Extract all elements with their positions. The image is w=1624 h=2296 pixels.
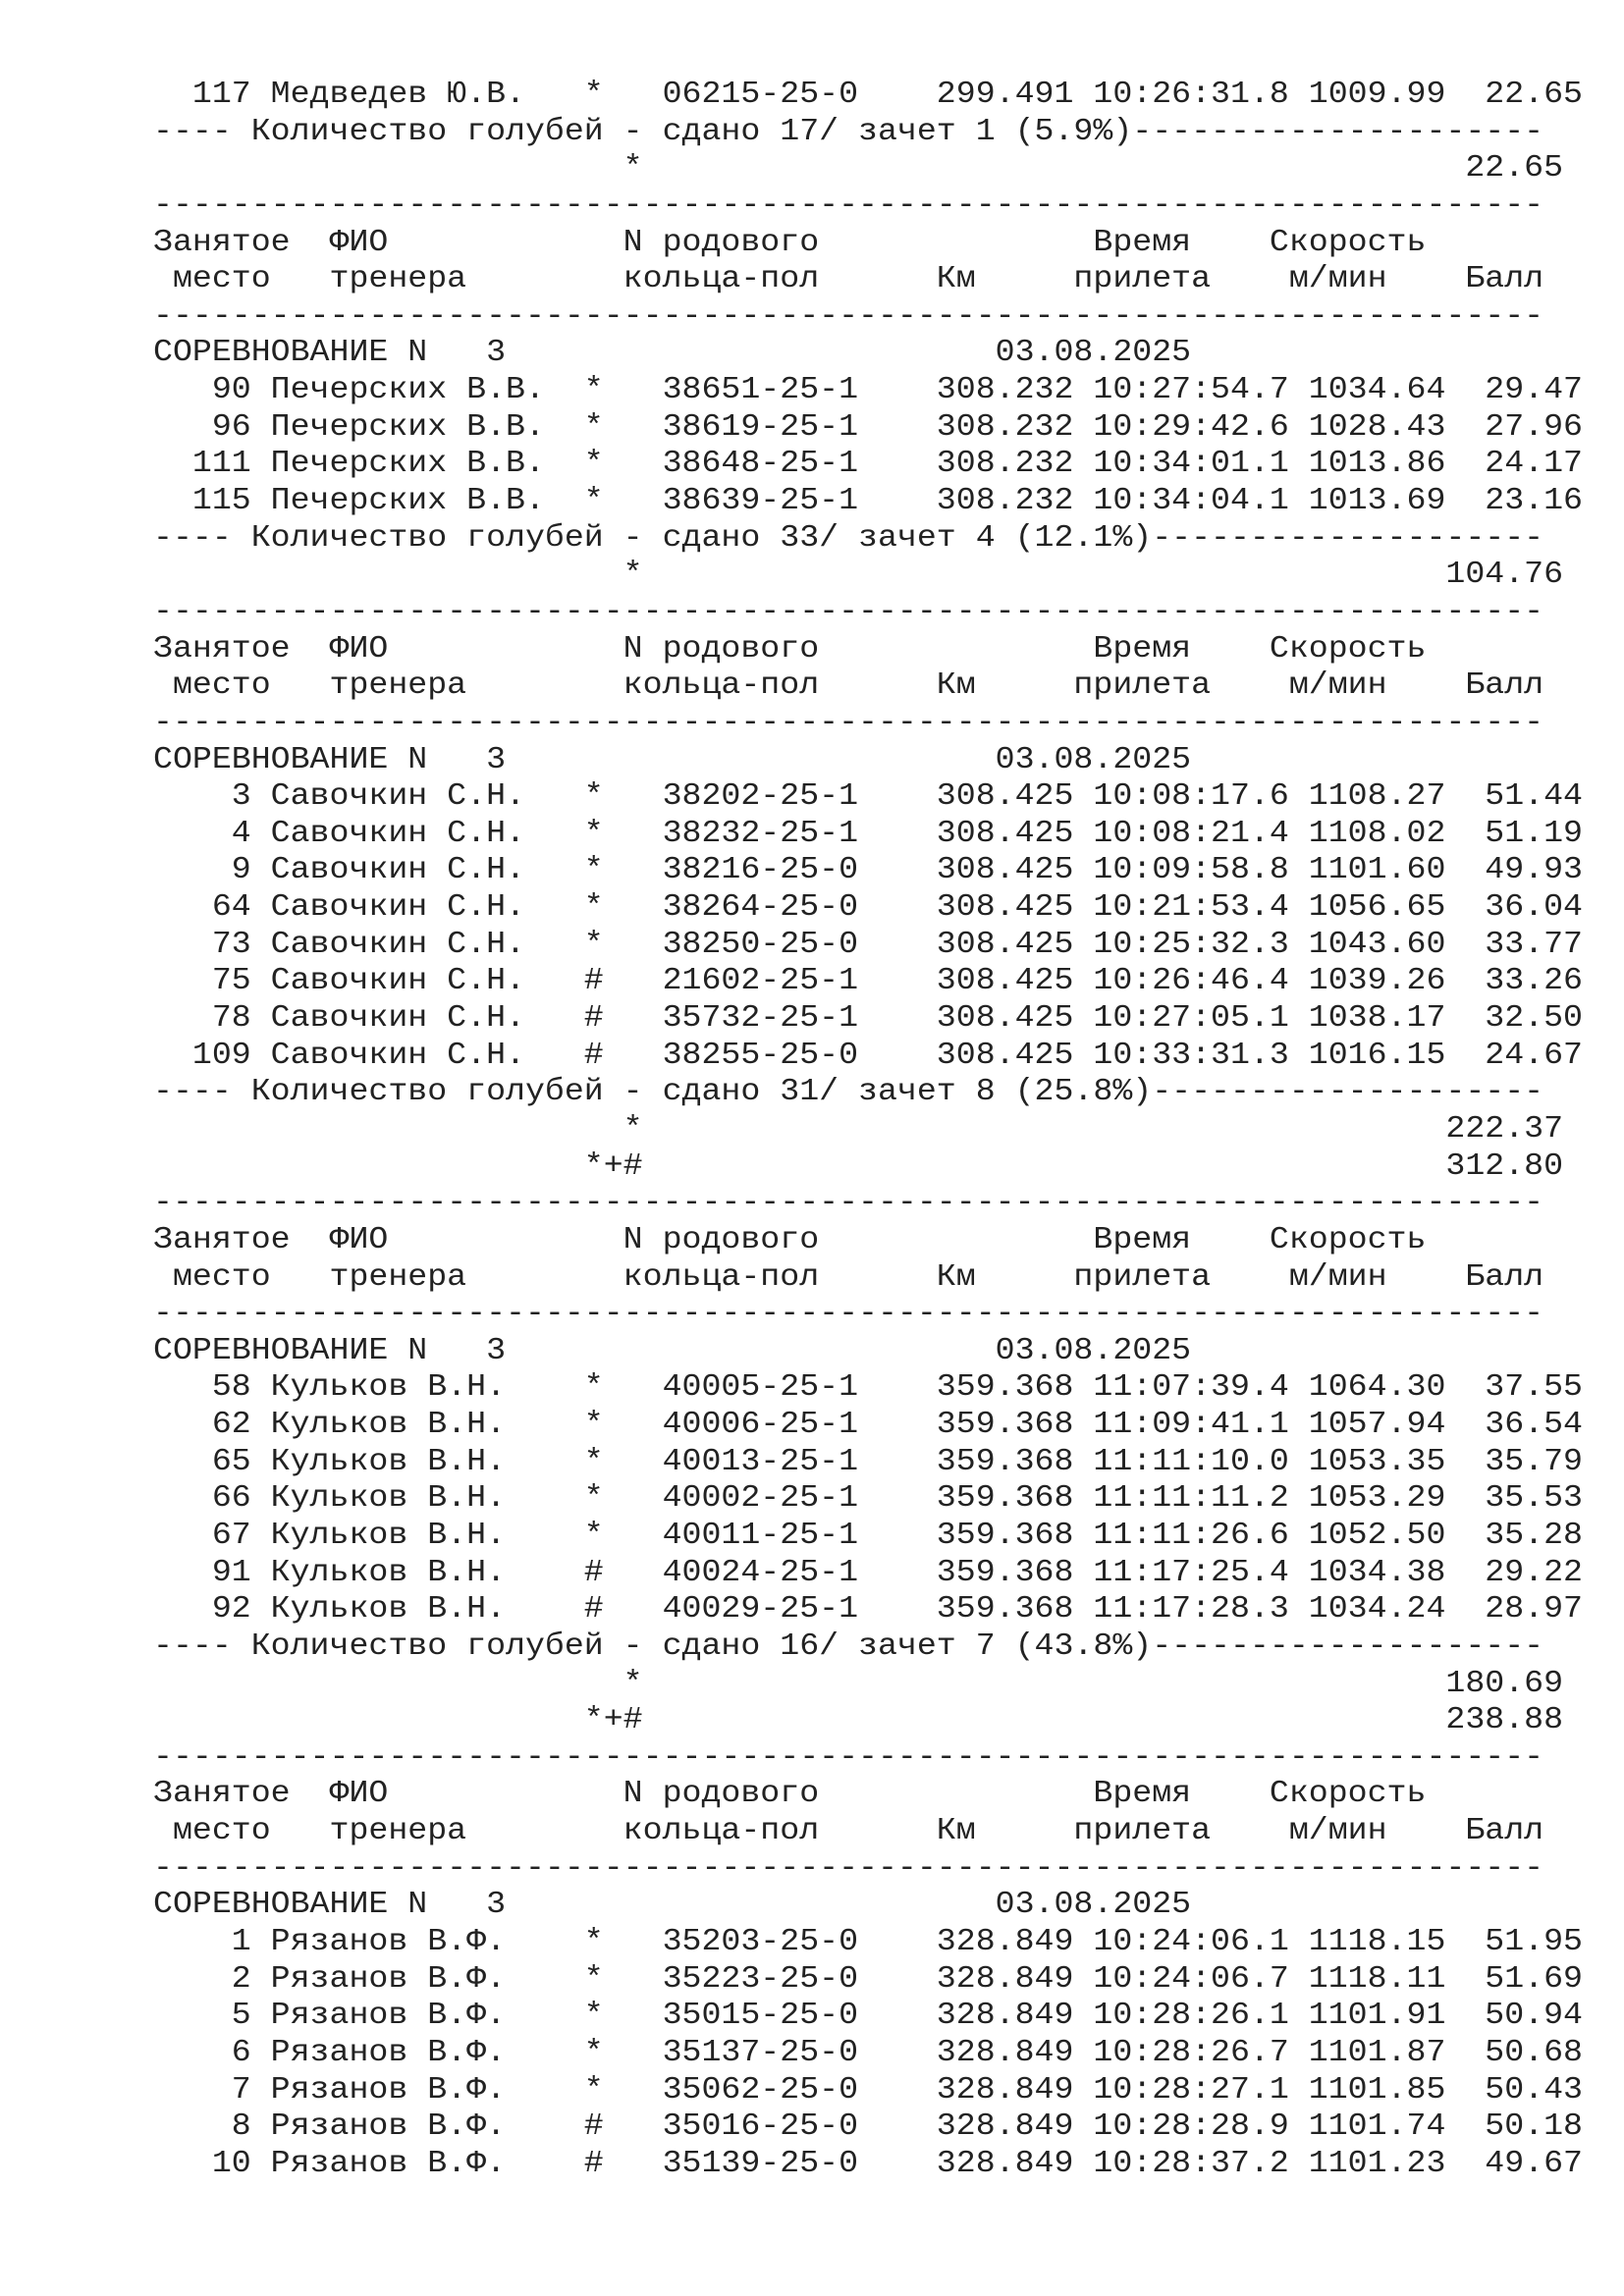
result-row: 67 Кульков В.Н. * 40011-25-1 359.368 11:11:26.6 1052.50 35.28 [153,1518,1584,1553]
result-row: 5 Рязанов В.Ф. * 35015-25-0 328.849 10:28:26.1 1101.91 50.94 [153,1999,1584,2034]
result-row: 9 Савочкин С.Н. * 38216-25-0 308.425 10:09:58.8 1101.60 49.93 [153,853,1584,888]
result-row: 65 Кульков В.Н. * 40013-25-1 359.368 11:11:10.0 1053.35 35.79 [153,1444,1584,1479]
result-row: 64 Савочкин С.Н. * 38264-25-0 308.425 10:21:53.4 1056.65 36.04 [153,890,1584,926]
result-row: 66 Кульков В.Н. * 40002-25-1 359.368 11:11:11.2 1053.29 35.53 [153,1481,1584,1517]
score-total: * 180.69 [153,1666,1564,1701]
result-row: 92 Кульков В.Н. # 40029-25-1 359.368 11:17:28.3 1034.24 28.97 [153,1592,1584,1628]
result-row: 2 Рязанов В.Ф. * 35223-25-0 328.849 10:24:06.7 1118.11 51.69 [153,1961,1584,1997]
result-row: 109 Савочкин С.Н. # 38255-25-0 308.425 10:33:31.3 1016.15 24.67 [153,1038,1584,1073]
result-row: 8 Рязанов В.Ф. # 35016-25-0 328.849 10:28:28.9 1101.74 50.18 [153,2109,1584,2145]
separator-line: ----------------------------------------------------------------------- [153,1850,1544,1886]
result-row: 10 Рязанов В.Ф. # 35139-25-0 328.849 10:28:37.2 1101.23 49.67 [153,2146,1584,2181]
result-row: 78 Савочкин С.Н. # 35732-25-1 308.425 10:27:05.1 1038.17 32.50 [153,1001,1584,1037]
column-header: Занятое ФИО N родового Время Скорость [153,1222,1427,1257]
pigeon-count-summary: ---- Количество голубей - сдано 17/ зачет 1 (5.9%)--------------------- [153,114,1544,149]
column-header: место тренера кольца-пол Км прилета м/мин Балл [153,668,1544,704]
result-row: 90 Печерских В.В. * 38651-25-1 308.232 10:27:54.7 1034.64 29.47 [153,373,1584,408]
competition-header: СОРЕВНОВАНИЕ N 3 03.08.2025 [153,1333,1192,1368]
result-row: 58 Кульков В.Н. * 40005-25-1 359.368 11:07:39.4 1064.30 37.55 [153,1370,1584,1406]
pigeon-count-summary: ---- Количество голубей - сдано 16/ зачет 7 (43.8%)-------------------- [153,1629,1544,1664]
result-row: 111 Печерских В.В. * 38648-25-1 308.232 10:34:01.1 1013.86 24.17 [153,447,1584,482]
result-row: 6 Рязанов В.Ф. * 35137-25-0 328.849 10:28:26.7 1101.87 50.68 [153,2035,1584,2070]
separator-line: ----------------------------------------------------------------------- [153,594,1544,629]
separator-line: ----------------------------------------------------------------------- [153,1297,1544,1332]
score-total: * 104.76 [153,558,1564,593]
score-total: *+# 312.80 [153,1148,1564,1184]
column-header: Занятое ФИО N родового Время Скорость [153,1777,1427,1812]
score-total: * 22.65 [153,151,1564,187]
result-row: 7 Рязанов В.Ф. * 35062-25-0 328.849 10:28:27.1 1101.85 50.43 [153,2072,1584,2108]
separator-line: ----------------------------------------------------------------------- [153,298,1544,334]
result-row: 1 Рязанов В.Ф. * 35203-25-0 328.849 10:24:06.1 1118.15 51.95 [153,1925,1584,1960]
result-row: 75 Савочкин С.Н. # 21602-25-1 308.425 10:26:46.4 1039.26 33.26 [153,964,1584,999]
column-header: Занятое ФИО N родового Время Скорость [153,225,1427,260]
result-row: 3 Савочкин С.Н. * 38202-25-1 308.425 10:08:17.6 1108.27 51.44 [153,779,1584,815]
competition-header: СОРЕВНОВАНИЕ N 3 03.08.2025 [153,742,1192,777]
competition-header: СОРЕВНОВАНИЕ N 3 03.08.2025 [153,336,1192,371]
result-row: 117 Медведев Ю.В. * 06215-25-0 299.491 10:26:31.8 1009.99 22.65 [153,78,1584,112]
pigeon-count-summary: ---- Количество голубей - сдано 33/ зачет 4 (12.1%)-------------------- [153,520,1544,556]
score-total: * 222.37 [153,1111,1564,1147]
separator-line: ----------------------------------------------------------------------- [153,705,1544,740]
score-total: *+# 238.88 [153,1703,1564,1738]
results-printout [153,77,1583,2183]
result-row: 62 Кульков В.Н. * 40006-25-1 359.368 11:09:41.1 1057.94 36.54 [153,1408,1584,1443]
pigeon-count-summary: ---- Количество голубей - сдано 31/ зачет 8 (25.8%)-------------------- [153,1075,1544,1110]
result-row: 115 Печерских В.В. * 38639-25-1 308.232 10:34:04.1 1013.69 23.16 [153,484,1584,519]
separator-line: ----------------------------------------------------------------------- [153,187,1544,223]
separator-line: ----------------------------------------------------------------------- [153,1739,1544,1775]
column-header: место тренера кольца-пол Км прилета м/мин Балл [153,262,1544,297]
column-header: место тренера кольца-пол Км прилета м/мин Балл [153,1814,1544,1849]
result-row: 4 Савочкин С.Н. * 38232-25-1 308.425 10:08:21.4 1108.02 51.19 [153,816,1584,851]
competition-header: СОРЕВНОВАНИЕ N 3 03.08.2025 [153,1888,1192,1923]
result-row: 91 Кульков В.Н. # 40024-25-1 359.368 11:17:25.4 1034.38 29.22 [153,1555,1584,1590]
result-row: 96 Печерских В.В. * 38619-25-1 308.232 10:29:42.6 1028.43 27.96 [153,409,1584,445]
column-header: Занятое ФИО N родового Время Скорость [153,631,1427,667]
result-row: 73 Савочкин С.Н. * 38250-25-0 308.425 10:25:32.3 1043.60 33.77 [153,927,1584,962]
separator-line: ----------------------------------------------------------------------- [153,1186,1544,1221]
column-header: место тренера кольца-пол Км прилета м/мин Балл [153,1259,1544,1295]
